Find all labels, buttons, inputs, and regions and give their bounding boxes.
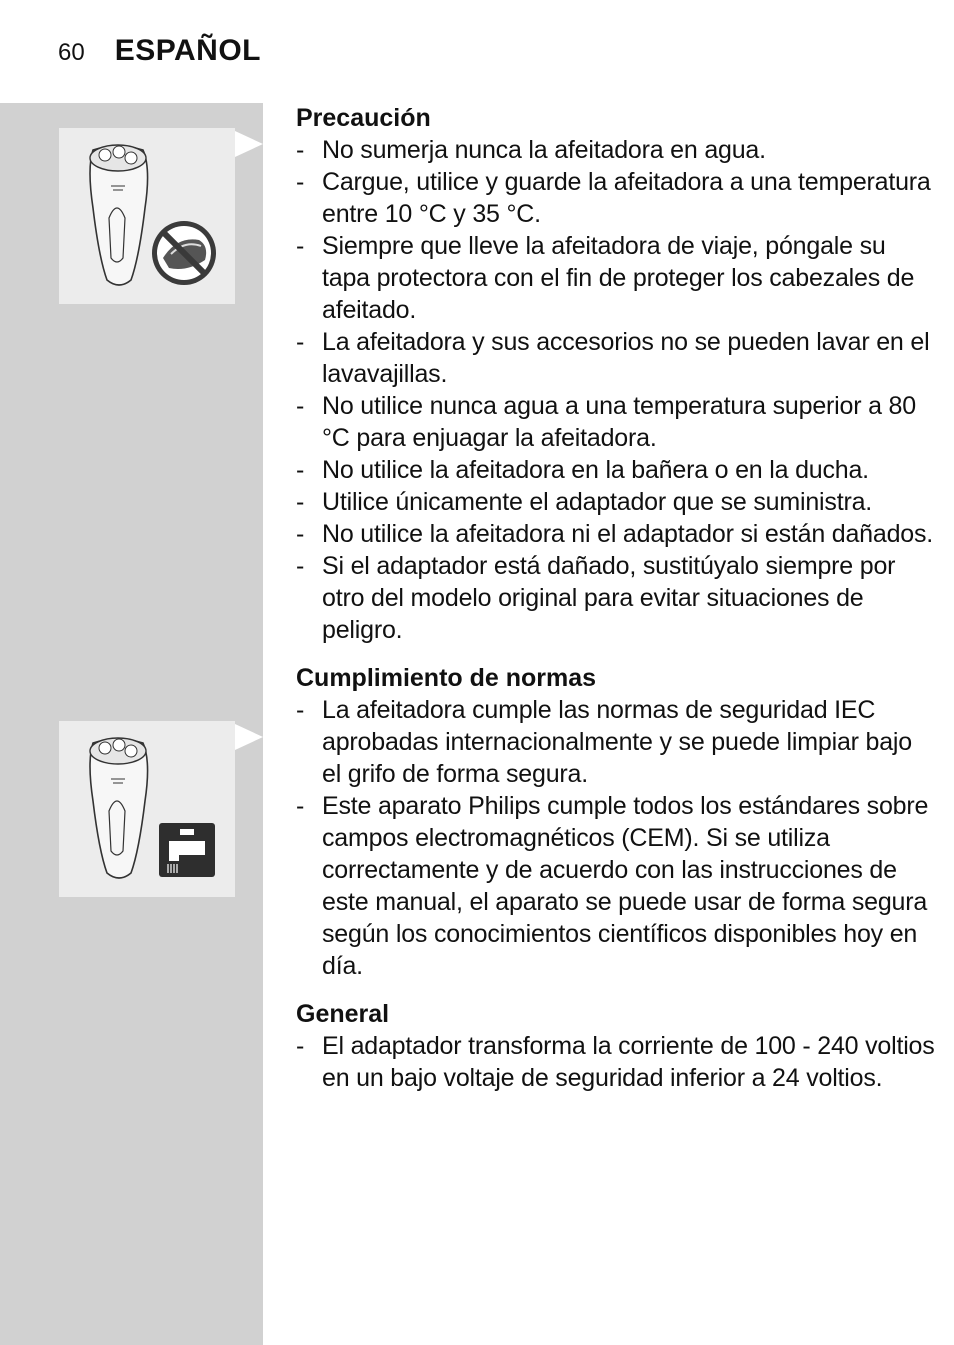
list-item: - Este aparato Philips cumple todos los estándares sobre campos electromagnéticos (CEM). Si se utiliza correctamente y de acuerdo con las instrucciones de este manual, el aparato se puede usar de forma segura según los conocimientos científicos disponibles hoy en día.	[296, 790, 936, 982]
list-item: - Cargue, utilice y guarde la afeitadora a una temperatura entre 10 °C y 35 °C.	[296, 166, 936, 230]
list-item: - Siempre que lleve la afeitadora de viaje, póngale su tapa protectora con el fin de proteger los cabezales de afeitado.	[296, 230, 936, 326]
no-immersion-icon	[59, 128, 235, 304]
list-item: - No utilice nunca agua a una temperatura superior a 80 °C para enjuagar la afeitadora.	[296, 390, 936, 454]
manual-content	[296, 102, 936, 1094]
figure-pointer	[235, 131, 263, 157]
figure-tap-water	[59, 721, 235, 897]
precaucion-list	[296, 134, 936, 646]
list-item: - La afeitadora cumple las normas de seguridad IEC aprobadas internacionalmente y se puede limpiar bajo el grifo de forma segura.	[296, 694, 936, 790]
section-title-precaucion: Precaución	[296, 104, 431, 132]
page-language-title: ESPAÑOL	[114, 34, 261, 67]
page-header	[58, 34, 261, 74]
cumplimiento-list	[296, 694, 936, 982]
list-item: - La afeitadora y sus accesorios no se pueden lavar en el lavavajillas.	[296, 326, 936, 390]
list-item: - No utilice la afeitadora en la bañera o en la ducha.	[296, 454, 936, 486]
list-item: - El adaptador transforma la corriente de 100 - 240 voltios en un bajo voltaje de seguridad inferior a 24 voltios.	[296, 1030, 936, 1094]
tap-water-icon	[59, 721, 235, 897]
section-title-general: General	[296, 1000, 390, 1028]
list-item: - No sumerja nunca la afeitadora en agua.	[296, 134, 936, 166]
section-title-cumplimiento: Cumplimiento de normas	[296, 664, 597, 692]
general-list	[296, 1030, 936, 1094]
list-item: - No utilice la afeitadora ni el adaptador si están dañados.	[296, 518, 936, 550]
list-item: - Si el adaptador está dañado, sustitúyalo siempre por otro del modelo original para evitar situaciones de peligro.	[296, 550, 936, 646]
list-item: - Utilice únicamente el adaptador que se suministra.	[296, 486, 936, 518]
figure-pointer	[235, 724, 263, 750]
page-number: 60	[58, 39, 85, 66]
figure-no-immersion	[59, 128, 235, 304]
